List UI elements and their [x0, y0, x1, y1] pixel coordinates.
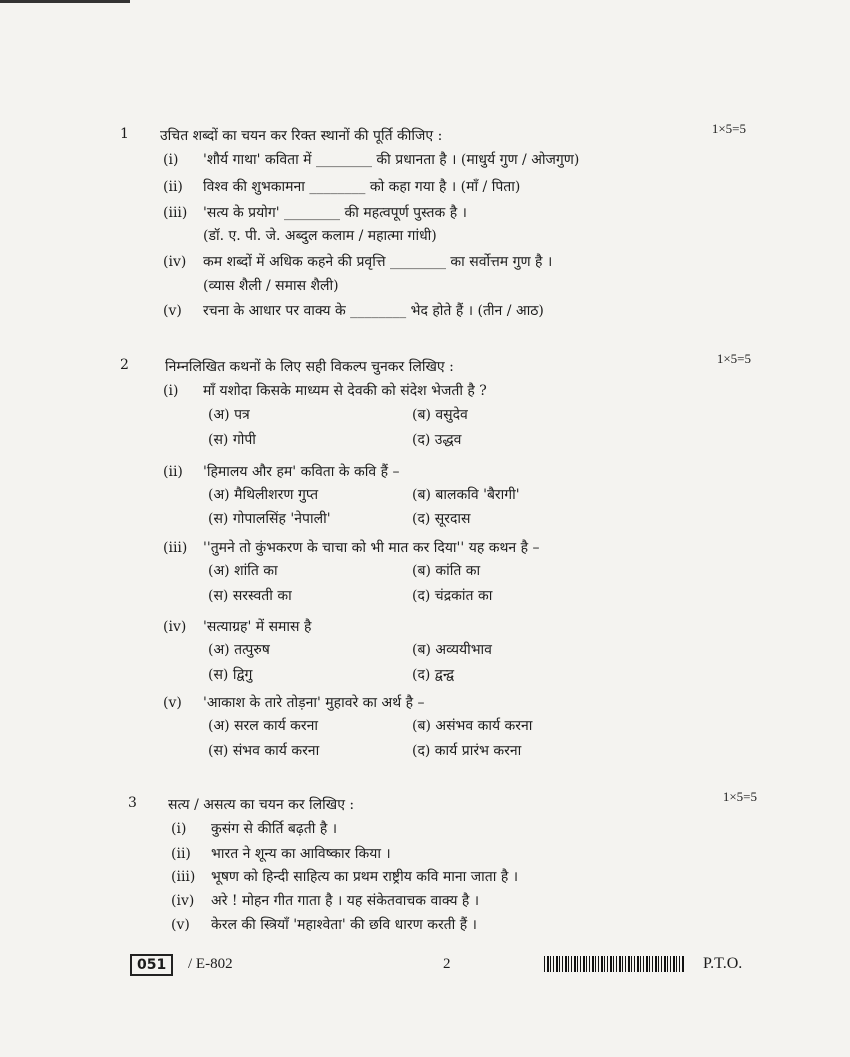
- q2-iii-option-b: (ब) कांति का: [412, 563, 481, 579]
- question-number: 1: [120, 126, 129, 142]
- q2-v-option-b: (ब) असंभव कार्य करना: [412, 718, 533, 734]
- q2-iv-option-c: (स) द्विगु: [208, 667, 253, 683]
- q2-i-option-b: (ब) वसुदेव: [412, 407, 468, 423]
- barcode: [544, 956, 684, 972]
- q2-item-iv: (iv) 'सत्याग्रह' में समास है: [163, 619, 312, 635]
- q2-i-option-d: (द) उद्धव: [412, 432, 462, 448]
- marks-label: 1×5=5: [722, 789, 757, 804]
- q2-item-iii: (iii) ''तुमने तो कुंभकरण के चाचा को भी मात कर दिया'' यह कथन है –: [163, 540, 540, 556]
- pto-label: P.T.O.: [703, 955, 743, 972]
- marks-label: 1×5=5: [711, 121, 746, 136]
- q2-item-ii: (ii) 'हिमालय और हम' कविता के कवि हैं –: [163, 464, 400, 480]
- q1-item-ii: (ii) विश्व की शुभकामना ________ को कहा गया है । (माँ / पिता): [163, 179, 521, 195]
- q2-iii-option-c: (स) सरस्वती का: [208, 588, 292, 604]
- q1-item-v: (v) रचना के आधार पर वाक्य के ________ भेद होते हैं । (तीन / आठ): [163, 303, 544, 319]
- q2-item-i: (i) माँ यशोदा किसके माध्यम से देवकी को संदेश भेजती है ?: [163, 383, 487, 399]
- q2-iv-option-a: (अ) तत्पुरुष: [208, 642, 270, 658]
- q2-v-option-a: (अ) सरल कार्य करना: [208, 718, 319, 734]
- q1-item-i: (i) 'शौर्य गाथा' कविता में ________ की प्रधानता है । (माधुर्य गुण / ओजगुण): [163, 152, 580, 168]
- q2-iv-option-d: (द) द्वन्द्व: [412, 667, 455, 683]
- q2-v-option-c: (स) संभव कार्य करना: [208, 743, 320, 759]
- page-footer: [0, 948, 850, 978]
- question-instruction: सत्य / असत्य का चयन कर लिखिए :: [168, 797, 355, 813]
- q3-item-ii: (ii) भारत ने शून्य का आविष्कार किया ।: [171, 846, 391, 862]
- q3-item-v: (v) केरल की स्त्रियाँ 'महाश्वेता' की छवि धारण करती हैं ।: [171, 917, 477, 933]
- q2-ii-option-b: (ब) बालकवि 'बैरागी': [412, 487, 520, 503]
- q2-iii-option-a: (अ) शांति का: [208, 563, 278, 579]
- q2-ii-option-c: (स) गोपालसिंह 'नेपाली': [208, 511, 331, 527]
- q2-ii-option-a: (अ) मैथिलीशरण गुप्त: [208, 487, 319, 503]
- page-number: 2: [443, 956, 451, 972]
- q1-item-iv: (iv) कम शब्दों में अधिक कहने की प्रवृत्ति ________ का सर्वोत्तम गुण है ।: [163, 254, 553, 270]
- q2-i-option-a: (अ) पत्र: [208, 407, 250, 423]
- q2-iv-option-b: (ब) अव्ययीभाव: [412, 642, 492, 658]
- question-instruction: निम्नलिखित कथनों के लिए सही विकल्प चुनकर लिखिए :: [165, 359, 454, 375]
- question-number: 3: [128, 795, 137, 811]
- question-instruction: उचित शब्दों का चयन कर रिक्त स्थानों की पूर्ति कीजिए :: [160, 128, 443, 144]
- q2-i-option-c: (स) गोपी: [208, 432, 256, 448]
- paper-code-box: 051: [130, 954, 173, 976]
- q3-item-iv: (iv) अरे ! मोहन गीत गाता है । यह संकेतवाचक वाक्य है ।: [171, 893, 480, 909]
- paper-number: / E-802: [188, 956, 233, 972]
- q1-item-iv-options: (व्यास शैली / समास शैली): [203, 278, 339, 294]
- q3-item-i: (i) कुसंग से कीर्ति बढ़ती है ।: [171, 821, 338, 837]
- q2-ii-option-d: (द) सूरदास: [412, 511, 471, 527]
- q1-item-iii-options: (डॉ. ए. पी. जे. अब्दुल कलाम / महात्मा गांधी): [203, 228, 437, 244]
- marks-label: 1×5=5: [716, 351, 751, 366]
- question-number: 2: [120, 357, 129, 373]
- q3-item-iii: (iii) भूषण को हिन्दी साहित्य का प्रथम राष्ट्रीय कवि माना जाता है ।: [171, 869, 519, 885]
- q1-item-iii: (iii) 'सत्य के प्रयोग' ________ की महत्वपूर्ण पुस्तक है ।: [163, 205, 467, 221]
- top-rule: [0, 0, 130, 3]
- q2-item-v: (v) 'आकाश के तारे तोड़ना' मुहावरे का अर्थ है –: [163, 695, 425, 711]
- q2-v-option-d: (द) कार्य प्रारंभ करना: [412, 743, 522, 759]
- q2-iii-option-d: (द) चंद्रकांत का: [412, 588, 493, 604]
